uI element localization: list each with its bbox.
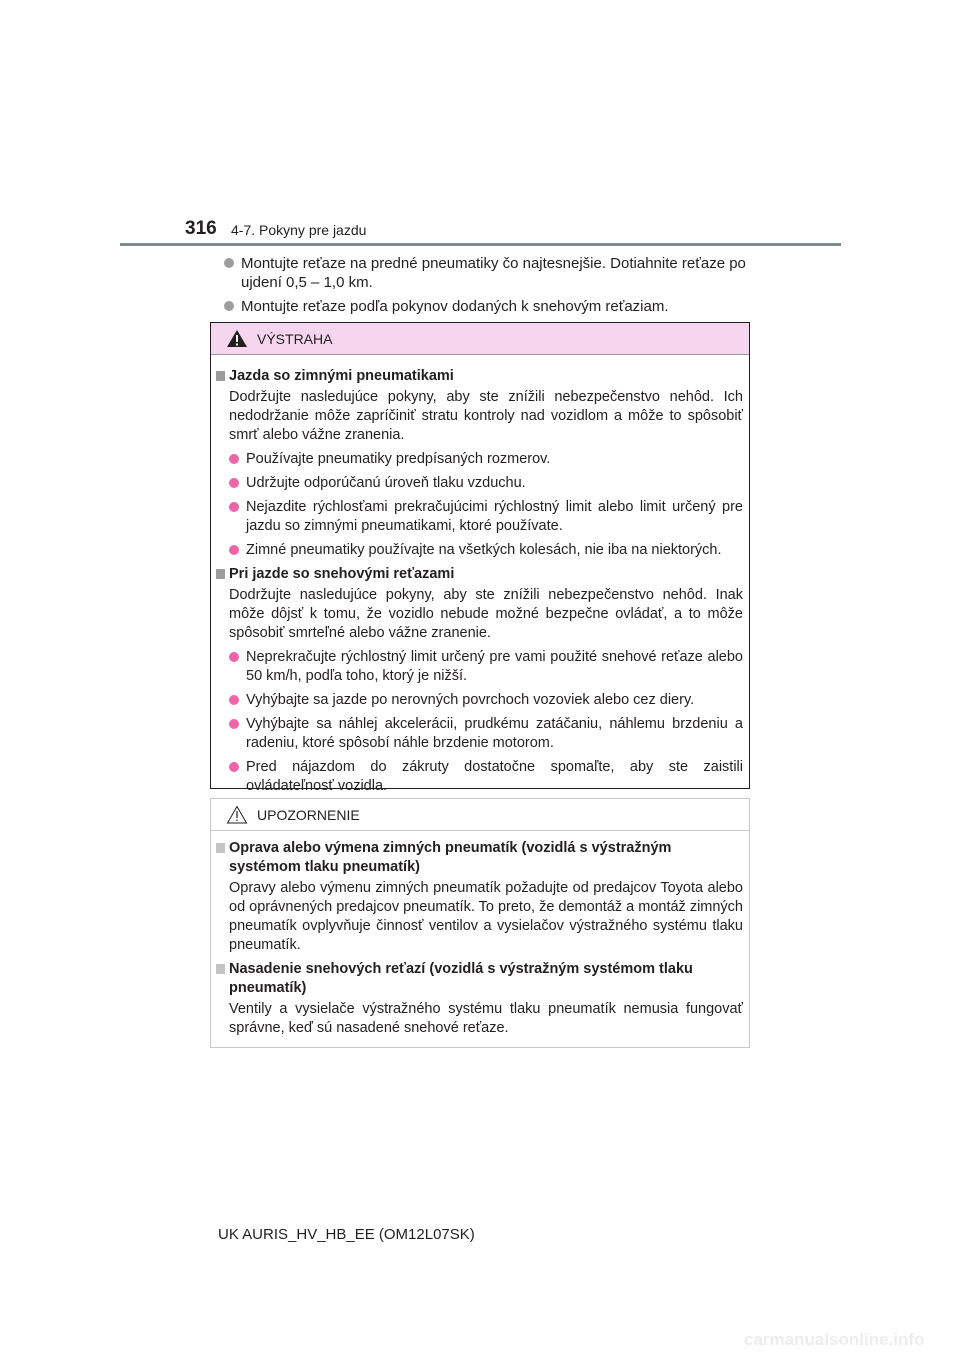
bullet-text: Vyhýbajte sa náhlej akcelerácii, prudkému zatáčaniu, náhlemu brzdeniu a radeniu, ktoré spôsobí náhle brzdenie motorom. bbox=[246, 716, 743, 751]
bullet-text: Nejazdite rýchlosťami prekračujúcimi rýchlostný limit alebo limit určený pre jazdu so zimnými pneumatikami, ktoré používate. bbox=[246, 499, 743, 534]
warning-section bbox=[216, 565, 743, 796]
warning-section bbox=[216, 367, 743, 560]
warning-bullet bbox=[216, 498, 743, 536]
square-bullet-icon bbox=[216, 964, 225, 974]
warning-bullet bbox=[216, 450, 743, 469]
notice-box bbox=[210, 798, 750, 1048]
caution-triangle-icon bbox=[226, 805, 248, 829]
warning-bullet bbox=[216, 691, 743, 710]
square-bullet-icon bbox=[216, 843, 225, 853]
notice-section-title bbox=[216, 839, 743, 877]
bullet-dot-icon bbox=[229, 695, 239, 705]
bullet-text: Udržujte odporúčanú úroveň tlaku vzduchu. bbox=[246, 475, 526, 491]
section-title: 4-7. Pokyny pre jazdu bbox=[231, 222, 367, 238]
notice-label: UPOZORNENIE bbox=[257, 807, 360, 823]
watermark: carmanualsonline.info bbox=[744, 1330, 925, 1349]
bullet-dot-icon bbox=[229, 719, 239, 729]
notice-header bbox=[211, 799, 749, 831]
bullet-text: Vyhýbajte sa jazde po nerovných povrchoch vozoviek alebo cez diery. bbox=[246, 692, 695, 708]
bullet-text: Zimné pneumatiky používajte na všetkých kolesách, nie iba na niektorých. bbox=[246, 542, 722, 558]
warning-section-text: Dodržujte nasledujúce pokyny, aby ste znížili nebezpečenstvo nehôd. Inak môže dôjsť k tomu, že vozidlo nebude možné bezpečne ovládať, a to môže spôsobiť smrteľné alebo vážne zranenie. bbox=[229, 587, 743, 641]
bullet-dot-icon bbox=[229, 454, 239, 464]
warning-triangle-icon bbox=[226, 329, 248, 353]
bullet-dot-icon bbox=[229, 478, 239, 488]
warning-label: VÝSTRAHA bbox=[257, 331, 333, 347]
footer-model-code: UK AURIS_HV_HB_EE (OM12L07SK) bbox=[218, 1226, 475, 1243]
bullet-dot-icon bbox=[229, 762, 239, 772]
notice-section bbox=[216, 960, 743, 1038]
warning-section-title bbox=[216, 367, 743, 386]
bullet-text: Pred nájazdom do zákruty dostatočne spomaľte, aby ste zaistili ovládateľnosť vozidla. bbox=[246, 759, 743, 794]
bullet-dot-icon bbox=[229, 652, 239, 662]
notice-section bbox=[216, 839, 743, 955]
square-bullet-icon bbox=[216, 371, 225, 381]
warning-bullet bbox=[216, 715, 743, 753]
bullet-text: Používajte pneumatiky predpísaných rozmerov. bbox=[246, 451, 551, 467]
square-bullet-icon bbox=[216, 569, 225, 579]
bullet-dot-icon bbox=[229, 502, 239, 512]
notice-section-text: Ventily a vysielače výstražného systému tlaku pneumatík nemusia fungovať správne, keď sú nasadené snehové reťaze. bbox=[229, 1001, 743, 1036]
intro-bullet-text: Montujte reťaze podľa pokynov dodaných k snehovým reťaziam. bbox=[241, 298, 669, 315]
warning-section-text: Dodržujte nasledujúce pokyny, aby ste znížili nebezpečenstvo nehôd. Ich nedodržanie môže zapríčiniť stratu kontroly nad vozidlom a môže to spôsobiť smrť alebo vážne zranenia. bbox=[229, 389, 743, 443]
intro-bullet-text: Montujte reťaze na predné pneumatiky čo najtesnejšie. Dotiahnite reťaze po ujdení 0,5 – 1,0 km. bbox=[241, 255, 746, 291]
notice-section-title bbox=[216, 960, 743, 998]
warning-bullet bbox=[216, 541, 743, 560]
warning-bullet bbox=[216, 648, 743, 686]
bullet-dot-icon bbox=[229, 545, 239, 555]
section-title-text: Pri jazde so snehovými reťazami bbox=[229, 566, 455, 582]
notice-body bbox=[211, 831, 749, 1038]
section-title-text: Oprava alebo výmena zimných pneumatík (vozidlá s výstražným systémom tlaku pneumatík) bbox=[229, 840, 672, 875]
warning-header bbox=[211, 323, 749, 355]
bullet-dot-icon bbox=[224, 258, 234, 268]
warning-bullet bbox=[216, 474, 743, 493]
warning-section-title bbox=[216, 565, 743, 584]
bullet-dot-icon bbox=[224, 301, 234, 311]
section-title-text: Nasadenie snehových reťazí (vozidlá s výstražným systémom tlaku pneumatík) bbox=[229, 961, 693, 996]
intro-bullet bbox=[224, 254, 754, 292]
bullet-text: Neprekračujte rýchlostný limit určený pre vami použité snehové reťaze alebo 50 km/h, podľa toho, ktorý je nižší. bbox=[246, 649, 743, 684]
intro-list bbox=[224, 254, 754, 321]
warning-box bbox=[210, 322, 750, 794]
notice-section-text: Opravy alebo výmenu zimných pneumatík požadujte od predajcov Toyota alebo od oprávnených predajcov pneumatík. To preto, že demontáž a montáž zimných pneumatík ovplyvňuje činnosť ventilov a vysielačov výstražného systému tlaku pneumatík. bbox=[229, 880, 743, 953]
intro-bullet bbox=[224, 297, 754, 316]
warning-body bbox=[211, 355, 749, 796]
warning-bullet bbox=[216, 758, 743, 796]
section-title-text: Jazda so zimnými pneumatikami bbox=[229, 368, 454, 384]
header-rule bbox=[120, 243, 841, 246]
page-number: 316 bbox=[185, 218, 217, 239]
